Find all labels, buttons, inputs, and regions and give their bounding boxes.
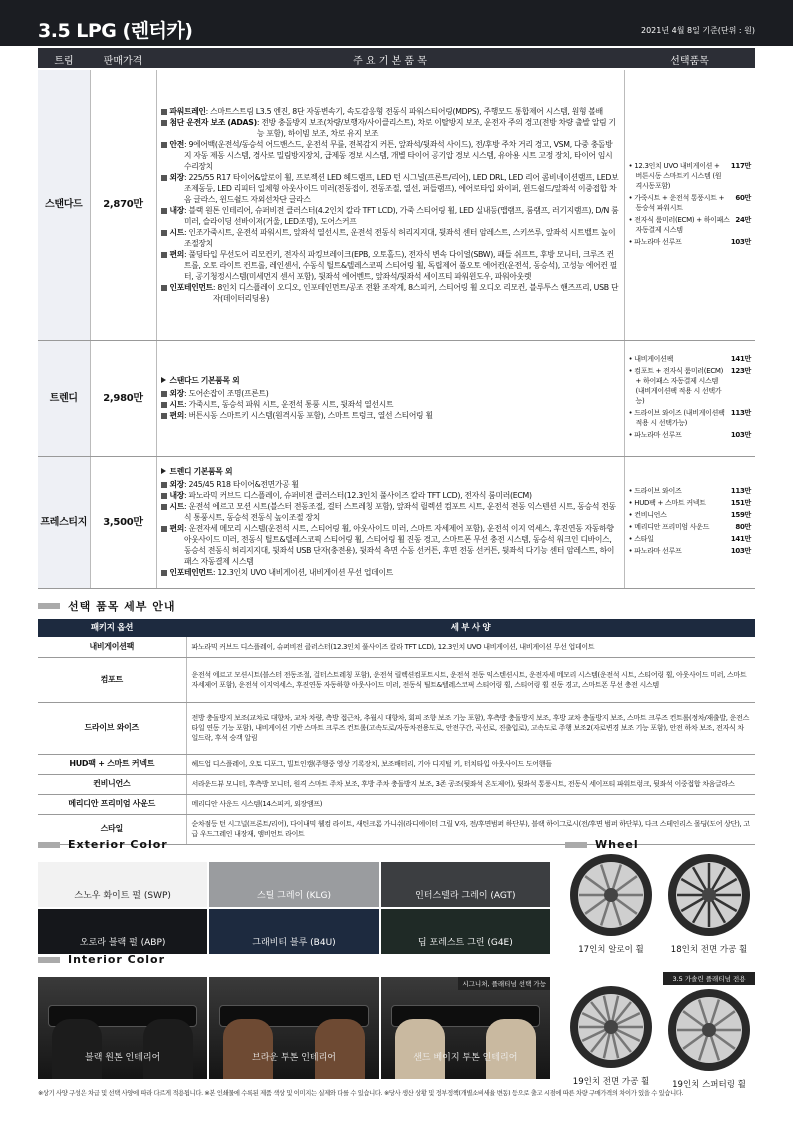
feature-group-text: : 인조가죽시트, 운전석 파워시트, 앞좌석 열선시트, 운전석 전동식 허리지지대, 뒷좌석 센터 암레스트, 스키쓰루, 앞좌석 시트벨트 높이조절장치	[183, 227, 616, 248]
package-name: 내비게이션팩	[38, 637, 186, 657]
option-name-text: 전자식 룸미러(ECM) + 하이패스 자동결제 시스템	[634, 215, 730, 234]
feature-group-text: : 12.3인치 UVO 내비게이션, 내비게이션 무선 업데이트	[212, 568, 393, 577]
interior-label: 브라운 투톤 인테리어	[252, 1053, 336, 1063]
package-spec: 순차점등 턴 시그널(프론트/리어), 다이내믹 웰컴 라이트, 새틴크롬 가니쉬(라디에이터 그릴 V자, 전/후면범퍼 하단부), 블랙 하이그로시(전/후면 범퍼 하단부), 다크 스테인리스 몰딩(도어 상단), 고급 우드그레인 내장재, 앰비언트 라이트	[186, 814, 755, 844]
details-row	[38, 774, 755, 794]
option-name-text: 컴포트 + 전자식 룸미러(ECM) + 하이패스 자동결제 시스템 (내비게이션팩 적용 시 선택가능)	[634, 367, 724, 405]
option-list	[624, 456, 755, 588]
exterior-heading	[38, 838, 168, 851]
trim-price: 3,500만	[90, 456, 156, 588]
feature-group-text: : 245/45 R18 타이어&전면가공 휠	[183, 480, 299, 489]
interior-label: 샌드 베이지 투톤 인테리어	[413, 1053, 518, 1063]
feature-group	[161, 172, 620, 205]
option-item	[629, 193, 752, 213]
color-swatch-label: 인터스텔라 그레이 (AGT)	[415, 891, 516, 901]
package-name: HUD팩 + 스마트 커넥트	[38, 754, 186, 774]
option-name: • 컨비니언스	[628, 511, 667, 519]
feature-group-head: 첨단 운전자 보조 (ADAS)	[169, 117, 257, 127]
option-price: 113만	[730, 409, 751, 417]
interior-image	[381, 977, 550, 1079]
feature-group-text: : 운전석 에르고 모션 시트(블스터 전동조절, 걸터 스트레칭 포함), 앞좌석 릴렉션 컴포트 시트, 운전석 전동 익스텐션 시트, 동승석 전동식 통풍시트, 동승석 전동식 높이조절 장치	[183, 502, 616, 522]
option-item	[629, 237, 752, 247]
trim-name: 스탠다드	[38, 70, 90, 340]
package-spec: 서라운드뷰 모니터, 후측방 모니터, 원격 스마트 주차 보조, 후방 주차 충돌방지 보조, 3존 공조(뒷좌석 온도제어), 뒷좌석 통풍시트, 전동식 세이프티 파워트렁크, 뒷좌석 이중접합 차음글라스	[186, 774, 755, 794]
option-name: • 내비게이션팩	[628, 355, 674, 363]
square-bullet-icon	[161, 482, 167, 488]
option-item	[629, 161, 752, 191]
wheel-icon	[666, 987, 752, 1073]
wheel-label: 18인치 전면 가공 휠	[670, 945, 748, 955]
option-name: • 메리디안 프리미엄 사운드	[628, 523, 710, 531]
interior-heading	[38, 953, 165, 966]
basic-subtitle	[161, 375, 620, 386]
option-item	[629, 486, 752, 496]
column-header-basic: 주 요 기 본 품 목	[353, 56, 427, 67]
details-row	[38, 794, 755, 814]
square-bullet-icon	[161, 285, 167, 291]
wheel-item	[565, 852, 657, 955]
option-name: • 파노라마 선루프	[628, 431, 682, 439]
heading-bar	[38, 603, 60, 609]
square-bullet-icon	[161, 526, 167, 532]
feature-group	[161, 410, 620, 421]
color-swatch	[209, 909, 378, 954]
option-item	[629, 546, 752, 556]
seat-shape	[223, 1019, 273, 1079]
option-price: 151만	[730, 499, 751, 507]
package-name: 컨비니언스	[38, 774, 186, 794]
feature-group-head: 인포테인먼트	[169, 568, 213, 577]
option-price: 159만	[730, 511, 751, 519]
feature-group	[161, 117, 620, 139]
color-swatch-label: 스노우 화이트 펄 (SWP)	[74, 891, 171, 901]
feature-group-text: : 9에어백(운전석/동승석 어드밴스드, 운전석 무릎, 전복감지 커튼, 앞좌석/뒷좌석 사이드), 전/후방 주차 거리 경고, VSM, 다중 충돌방지 자동 제동 시스템, 경사로 밀림방지장치, 급제동 경보 시스템, 개별 타이어 공기압 경보 시스템, 유아용 시트 고정 장치, 타이어 임시 수리장치	[183, 139, 613, 171]
wheel-icon	[568, 984, 654, 1070]
option-price: 60만	[735, 193, 751, 202]
color-swatch-label: 그래비티 블루 (B4U)	[252, 938, 336, 948]
feature-group	[161, 388, 620, 399]
interior-image	[38, 977, 207, 1079]
square-bullet-icon	[161, 570, 167, 576]
color-swatch	[381, 862, 550, 907]
details-row	[38, 702, 755, 754]
color-swatch-label: 스틸 그레이 (KLG)	[256, 891, 332, 901]
wheel-heading	[565, 838, 639, 851]
square-bullet-icon	[161, 230, 167, 236]
package-name: 메리디안 프리미엄 사운드	[38, 794, 186, 814]
page-title: 3.5 LPG (렌터카)	[38, 20, 193, 42]
basic-items	[156, 456, 624, 588]
seat-shape	[52, 1019, 102, 1079]
heading-bar	[38, 957, 60, 963]
package-spec: 전방 충돌방지 보조(교차로 대향차, 교차 차량, 측방 접근차, 추월시 대향차, 회피 조향 보조 기능 포함), 후측방 충돌방지 보조, 후방 교차 충돌방지 보조, 스마트 크루즈 컨트롤(정차/재출발, 운전스타일 연동 기능 포함), 내비게이션 기반 스마트 크루즈 컨트롤(고속도로/자동차전용도로, 안전구간, 곡선로, 진출입로), 고속도로 주행 보조2(자로변경 보조 기능 포함), 안전 하차 보조, 전자식 차일드락, 후석 승객 알림	[186, 702, 755, 754]
footnote: ※상기 사양 구성은 차급 및 선택 사양에 따라 다르게 적용됩니다. ※본 인쇄물에 수록된 제품 색상 및 이미지는 실제와 다를 수 있습니다. ※당사 생산 상황 및 정부정책(개별소비세율 변동) 등으로 출고 시점에 따른 차량 구매가격의 차이가 있을 수 있습니다.	[38, 1090, 684, 1097]
option-item	[629, 510, 752, 520]
table-header	[38, 48, 755, 68]
option-item	[629, 354, 752, 364]
option-name-text: 컨비니언스	[634, 511, 667, 519]
option-price: 80만	[735, 523, 751, 531]
details-heading	[38, 598, 176, 614]
color-swatch	[381, 909, 550, 954]
option-name: • 드라이브 와이즈 (내비게이션팩 적용 시 선택가능)	[628, 409, 725, 427]
option-item	[629, 430, 752, 440]
seat-shape	[143, 1019, 193, 1079]
package-name: 드라이브 와이즈	[38, 702, 186, 754]
package-name: 컴포트	[38, 657, 186, 702]
option-name-text: 파노라마 선루프	[634, 237, 682, 246]
feature-group-head: 내장	[169, 491, 184, 500]
feature-group	[161, 282, 620, 304]
feature-group	[161, 139, 620, 172]
package-spec: 운전석 에르고 모션시트(블스터 전동조절, 걸터스트레칭 포함), 운전석 릴렉션컴포트시트, 운전석 전동 익스텐션시트, 운전자세 메모리 시스템(운전석 시트, 스티어링 휠, 아웃사이드 미러, 스마트 자세제어 포함), 운전석 이지억세스, 후진연동 자동하향 아웃사이드 미러, 전동식 틸트&텔레스코픽 스티어링 휠, 스티어링 휠 진동 경고, 스마트폰 무선 충전 시스템	[186, 657, 755, 702]
option-price: 103만	[730, 237, 751, 246]
date-note: 2021년 4월 8일 기준(단위 : 원)	[640, 26, 755, 35]
wheel-item	[663, 852, 755, 955]
availability-tag: 시그니처, 플래티넘 선택 가능	[458, 977, 550, 990]
option-price: 141만	[730, 535, 751, 543]
wheel-icon	[568, 852, 654, 938]
package-spec: 파노라믹 커브드 디스플레이, 슈퍼비전 클러스터(12.3인치 풀사이즈 칼라 TFT LCD), 12.3인치 UVO 내비게이션, 내비게이션 무선 업데이트	[186, 637, 755, 657]
option-name-text: 내비게이션팩	[634, 355, 674, 363]
feature-group-head: 외장	[169, 480, 184, 489]
feature-group-head: 안전	[169, 139, 184, 149]
square-bullet-icon	[161, 504, 167, 510]
feature-group-head: 인포테인먼트	[169, 282, 213, 292]
feature-group-text: : 버튼시동 스마트키 시스템(원격시동 포함), 스마트 트렁크, 열선 스티어링 휠	[183, 411, 433, 420]
feature-group-text: : 스마트스트림 L3.5 엔진, 8단 자동변속기, 속도감응형 전동식 파워스티어링(MDPS), 주행모드 통합제어 시스템, 원형 볼배	[205, 106, 603, 116]
details-column-spec: 세 부 사 양	[186, 619, 755, 637]
feature-group-head: 시트	[169, 227, 184, 237]
square-bullet-icon	[161, 391, 167, 397]
option-name-text: 메리디안 프리미엄 사운드	[634, 523, 710, 531]
column-header-price: 판매가격	[103, 56, 143, 67]
color-swatch	[38, 909, 207, 954]
wheel-tag: 3.5 가솔린 플래티넘 전용	[663, 972, 755, 985]
option-name: • 가죽시트 + 운전석 통풍시트 + 동승석 파워시트	[628, 193, 725, 212]
feature-group	[161, 490, 620, 501]
feature-group-text: : 전방 충돌방지 보조(차량/보행자/사이클리스트), 차로 이탈방지 보조, 운전자 주의 경고(전방 차량 출발 알림 기능 포함), 하이빔 보조, 차로 유지 보조	[256, 117, 616, 138]
basic-subtitle-text: 스탠다드 기본품목 외	[169, 376, 240, 385]
package-spec: 메리디안 사운드 시스템(14스피커, 외장앰프)	[186, 794, 755, 814]
heading-bar	[565, 842, 587, 848]
trim-price: 2,980만	[90, 340, 156, 456]
wheel-item	[565, 972, 657, 1087]
wheel-icon	[666, 852, 752, 938]
trim-name: 트렌디	[38, 340, 90, 456]
interior-images	[38, 977, 550, 1079]
option-name: • 12.3인치 UVO 내비게이션 + 버튼시동 스마트키 시스템 (원격시동포함)	[628, 161, 722, 190]
trim-price: 2,870만	[90, 70, 156, 340]
option-list	[624, 70, 755, 340]
square-bullet-icon	[161, 252, 167, 258]
basic-subtitle	[161, 466, 620, 477]
feature-group-text: : 블랙 원톤 인테리어, 슈퍼비전 클러스터(4.2인치 칼라 TFT LCD), 가죽 스티어링 휠, LED 실내등(맵램프, 룸램프, 러기지램프), D/N 룸미러, 슬라이딩 선바이저(거울, LED조명), 도어스커프	[183, 205, 619, 226]
details-row	[38, 637, 755, 657]
trim-name: 프레스티지	[38, 456, 90, 588]
feature-group-head: 시트	[169, 502, 184, 511]
feature-group-text: : 8인치 디스플레이 오디오, 인포테인먼트/공조 전환 조작계, 8스피커, 스티어링 휠 오디오 리모컨, 블루투스 핸즈프리, USB 단자(데이터리딩용)	[212, 282, 619, 303]
table-row	[38, 456, 755, 588]
interior-image	[209, 977, 378, 1079]
seat-shape	[395, 1019, 445, 1079]
option-name-text: 파노라마 선루프	[634, 547, 682, 555]
trim-table	[38, 70, 755, 589]
basic-items	[156, 70, 624, 340]
wheel-item	[663, 972, 755, 1090]
option-item	[629, 498, 752, 508]
option-price: 117만	[730, 161, 751, 170]
color-swatch	[38, 862, 207, 907]
option-price: 123만	[730, 367, 751, 375]
option-item	[629, 408, 752, 428]
feature-group	[161, 106, 620, 117]
option-name-text: 드라이브 와이즈 (내비게이션팩 적용 시 선택가능)	[634, 409, 725, 427]
details-row	[38, 754, 755, 774]
triangle-icon	[161, 377, 166, 383]
feature-group	[161, 523, 620, 567]
feature-group	[161, 227, 620, 249]
option-name-text: 파노라마 선루프	[634, 431, 682, 439]
seat-shape	[315, 1019, 365, 1079]
square-bullet-icon	[161, 142, 167, 148]
seat-shape	[486, 1019, 536, 1079]
wheel-label: 17인치 알로이 휠	[578, 945, 644, 955]
square-bullet-icon	[161, 402, 167, 408]
option-item	[629, 215, 752, 235]
option-price: 103만	[730, 547, 751, 555]
feature-group-text: : 도어손잡이 조명(프론트)	[183, 389, 269, 398]
basic-items	[156, 340, 624, 456]
option-item	[629, 366, 752, 406]
option-name-text: 스타일	[634, 535, 654, 543]
feature-group-head: 외장	[169, 172, 184, 182]
feature-group-head: 편의	[169, 524, 184, 533]
feature-group-head: 편의	[169, 249, 184, 259]
option-name: • 스타일	[628, 535, 654, 543]
option-price: 24만	[735, 215, 751, 224]
feature-group	[161, 567, 620, 578]
table-row	[38, 340, 755, 456]
details-title: 선택 품목 세부 안내	[68, 600, 176, 613]
option-list	[624, 340, 755, 456]
feature-group-text: : 225/55 R17 타이어&알로이 휠, 프로젝션 LED 헤드램프, LED 턴 시그널(프론트/리어), LED DRL, LED 리어 콤비네이션램프, LED보조제동등, LED 리피터 일체형 아웃사이드 미러(전동접이, 전동조절, 열선, 퍼들램프), 에어로타입 와이퍼, 윈드쉴드/앞좌석 이중접합 차음 글라스, 윈드쉴드 자외선차단 글라스	[183, 172, 619, 204]
feature-group-text: : 파노라믹 커브드 디스플레이, 슈퍼비전 클러스터(12.3인치 풀사이즈 칼라 TFT LCD), 전자식 룸미러(ECM)	[183, 491, 532, 500]
exterior-swatches	[38, 862, 550, 954]
option-name: • 전자식 룸미러(ECM) + 하이패스 자동결제 시스템	[628, 215, 730, 234]
option-name-text: 드라이브 와이즈	[634, 487, 682, 495]
exterior-title: Exterior Color	[68, 838, 168, 851]
option-name: • HUD팩 + 스마트 커넥트	[628, 499, 706, 507]
square-bullet-icon	[161, 175, 167, 181]
interior-title: Interior Color	[68, 953, 166, 966]
option-name: • 드라이브 와이즈	[628, 487, 682, 495]
square-bullet-icon	[161, 208, 167, 214]
square-bullet-icon	[161, 120, 167, 126]
option-price: 103만	[730, 431, 751, 439]
feature-group	[161, 205, 620, 227]
option-item	[629, 522, 752, 532]
feature-group	[161, 249, 620, 282]
option-name: • 파노라마 선루프	[628, 237, 682, 246]
feature-group-head: 시트	[169, 400, 184, 409]
square-bullet-icon	[161, 413, 167, 419]
package-name: 스타일	[38, 814, 186, 844]
header-bar	[0, 0, 793, 46]
feature-group-head: 외장	[169, 389, 184, 398]
feature-group-head: 편의	[169, 411, 184, 420]
heading-bar	[38, 842, 60, 848]
color-swatch-label: 오로라 블랙 펄 (ABP)	[79, 938, 166, 948]
basic-subtitle-text: 트렌디 기본품목 외	[169, 467, 233, 476]
column-header-options: 선택품목	[670, 56, 709, 67]
option-item	[629, 534, 752, 544]
column-header-trim: 트림	[54, 56, 74, 67]
color-swatch-label: 딥 포레스트 그린 (G4E)	[417, 938, 513, 948]
details-table	[38, 619, 755, 845]
table-row	[38, 70, 755, 340]
option-name-text: HUD팩 + 스마트 커넥트	[634, 499, 706, 507]
wheel-label: 19인치 스퍼터링 휠	[672, 1080, 746, 1090]
feature-group-head: 파워트레인	[169, 106, 206, 116]
option-name: • 파노라마 선루프	[628, 547, 682, 555]
interior-label: 블랙 원톤 인테리어	[85, 1053, 161, 1063]
feature-group-text: : 풀딩타입 무선도어 리모컨키, 전자식 파킹브레이크(EPB, 오토홀드), 전자식 변속 다이얼(SBW), 패들 쉬프트, 후방 모니터, 크루즈 컨트롤, 오토 라이트 컨트롤, 레인센서, 수동식 틸트&텔레스코픽 스티어링 휠, 독립제어 풀오토 에어컨(운전석, 동승석), 고성능 에어컨 필터, 공기청정시스템(미세먼지 센서 포함), 뒷좌석 에어벤트, 앞좌석/뒷좌석 세이프티 파워윈도우, 파워아웃렛	[183, 249, 618, 281]
option-price: 113만	[730, 487, 751, 495]
feature-group-text: : 가죽시트, 동승석 파워 시트, 운전석 통풍 시트, 뒷좌석 열선시트	[183, 400, 394, 409]
details-header-row	[38, 619, 755, 637]
square-bullet-icon	[161, 109, 167, 115]
option-price: 141만	[730, 355, 751, 363]
feature-group-text: : 운전자세 메모리 시스템(운전석 시트, 스티어링 휠, 아웃사이드 미러, 스마트 자세제어 포함), 운전석 이지 억세스, 후진연동 자동하향 아웃사이드 미러, 전동식 틸트&텔레스코픽 스티어링 휠, 스티어링 휠 진동 경고, 스마트폰 무선 충전 시스템, 동승석 워크인 디바이스, 동승석 전동식 허리지지대, 뒷좌석 USB 단자(충전용), 뒷좌석 측면 수동 선커튼, 후면 전동 선커튼, 뒷좌석 다기능 센터 암레스트, 하이패스 자동결제 시스템	[183, 524, 615, 566]
feature-group	[161, 501, 620, 523]
package-spec: 헤드업 디스플레이, 오토 디포그, 빌트인캠(주행중 영상 기록장치, 보조배터리, 기아 디지털 키, 터치타입 아웃사이드 도어핸들	[186, 754, 755, 774]
square-bullet-icon	[161, 493, 167, 499]
feature-group-head: 내장	[169, 205, 184, 215]
wheel-label: 19인치 전면 가공 휠	[572, 1077, 650, 1087]
triangle-icon	[161, 468, 166, 474]
option-name-text: 12.3인치 UVO 내비게이션 + 버튼시동 스마트키 시스템 (원격시동포함)	[634, 161, 722, 190]
wheel-title: Wheel	[595, 838, 639, 851]
option-name-text: 가죽시트 + 운전석 통풍시트 + 동승석 파워시트	[634, 193, 725, 212]
details-row	[38, 657, 755, 702]
feature-group	[161, 399, 620, 410]
color-swatch	[209, 862, 378, 907]
option-name: • 컴포트 + 전자식 룸미러(ECM) + 하이패스 자동결제 시스템 (내비게이션팩 적용 시 선택가능)	[628, 367, 724, 405]
feature-group	[161, 479, 620, 490]
details-column-package: 패키지 옵션	[38, 619, 186, 637]
